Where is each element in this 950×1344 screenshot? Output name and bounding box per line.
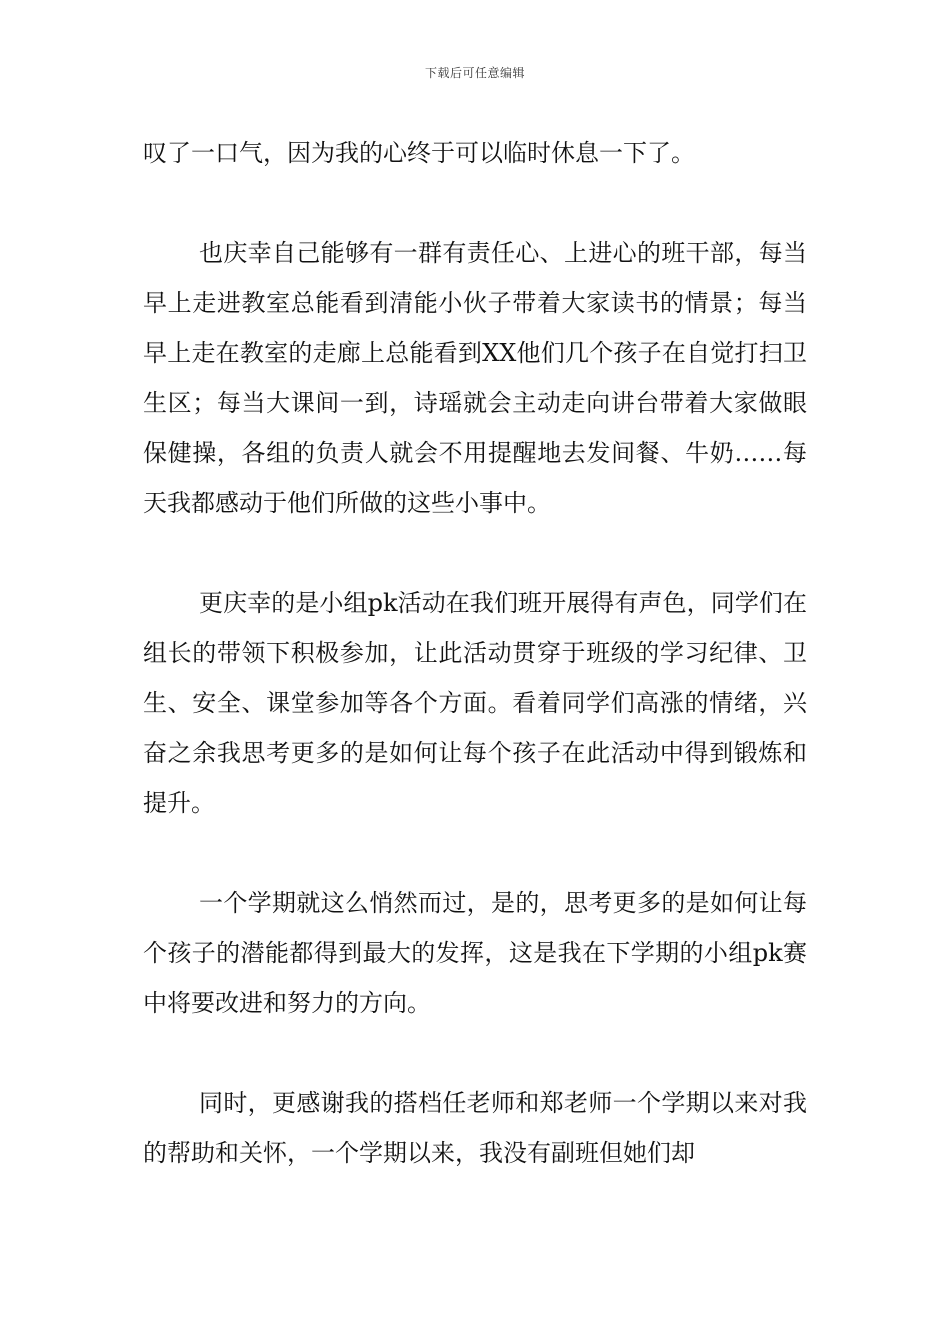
- paragraph-gap: [143, 528, 807, 578]
- paragraph-1: 叹了一口气，因为我的心终于可以临时休息一下了。: [143, 139, 695, 167]
- paragraph-gap: [143, 1028, 807, 1078]
- paragraph-gap: [143, 828, 807, 878]
- paragraph-2: 也庆幸自己能够有一群有责任心、上进心的班干部，每当早上走进教室总能看到清能小伙子带着大家读书的情景；每当早上走在教室的走廊上总能看到XX他们几个孩子在自觉打扫卫生区；每当大课间一到，诗瑶就会主动走向讲台带着大家做眼保健操，各组的负责人就会不用提醒地去发间餐、牛奶……每天我都感动于他们所做的这些小事中。: [143, 239, 807, 517]
- paragraph-gap: [143, 178, 807, 228]
- document-body: [143, 128, 807, 1178]
- paragraph-3: 更庆幸的是小组pk活动在我们班开展得有声色，同学们在组长的带领下积极参加，让此活动贯穿于班级的学习纪律、卫生、安全、课堂参加等各个方面。看着同学们高涨的情绪，兴奋之余我思考更多的是如何让每个孩子在此活动中得到锻炼和提升。: [143, 589, 807, 817]
- paragraph-5: 同时，更感谢我的搭档任老师和郑老师一个学期以来对我的帮助和关怀，一个学期以来，我没有副班但她们却: [143, 1089, 807, 1167]
- page-header: 下载后可任意编辑: [424, 66, 525, 80]
- paragraph-4: 一个学期就这么悄然而过，是的，思考更多的是如何让每个孩子的潜能都得到最大的发挥，这是我在下学期的小组pk赛中将要改进和努力的方向。: [143, 889, 807, 1017]
